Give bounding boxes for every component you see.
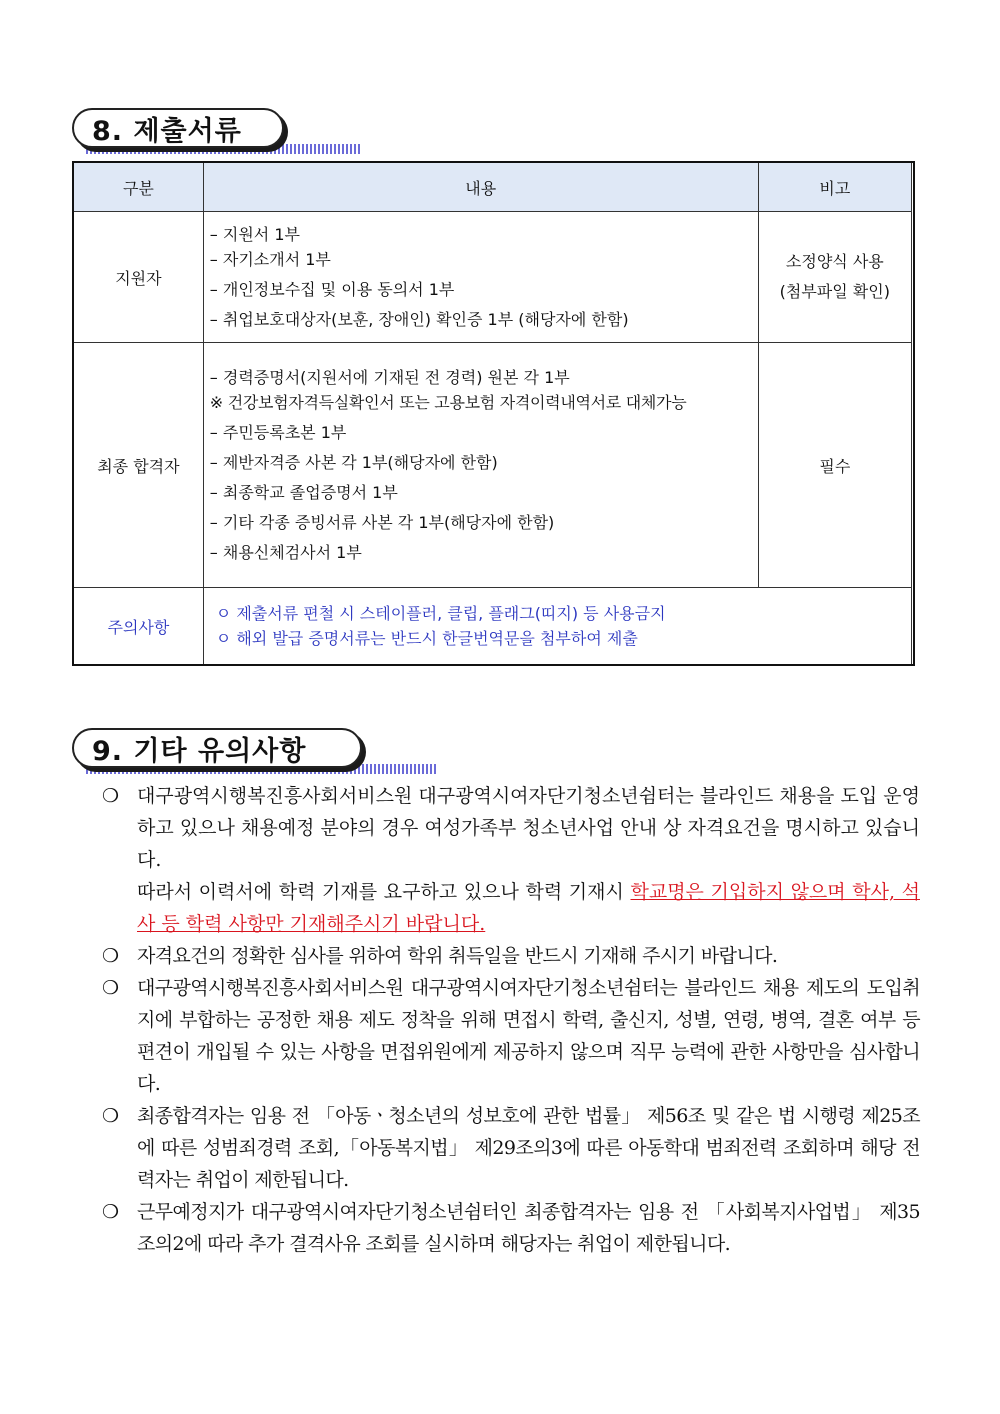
caution-row <box>74 588 912 665</box>
documents-table <box>73 162 912 665</box>
list-item: – 개인정보수집 및 이용 동의서 1부 <box>209 280 455 299</box>
header-content: 내용 <box>203 163 758 212</box>
list-item: ※ 건강보험자격득실확인서 또는 고용보험 자격이력내역서로 대체가능 <box>209 393 687 412</box>
note-text: 근무예정지가 대구광역시여자단기청소년쉼터인 최종합격자는 임용 전 「사회복지사업법」 제35조의2에 따라 추가 결격사유 조회를 실시하며 해당자는 취업이 제한됩니다. <box>137 1201 920 1255</box>
caution-item: ㅇ 제출서류 편철 시 스테이플러, 클립, 플래그(띠지) 등 사용금지 <box>215 604 666 623</box>
table-row <box>74 212 912 343</box>
circle-bullet-icon: ❍ <box>102 785 120 807</box>
remark-line: (첨부파일 확인) <box>779 282 890 301</box>
list-item: – 채용신체검사서 1부 <box>209 543 362 562</box>
list-item <box>100 972 920 1100</box>
list-item: – 취업보호대상자(보훈, 장애인) 확인증 1부 (해당자에 한함) <box>209 310 629 329</box>
circle-bullet-icon: ❍ <box>102 1201 119 1223</box>
note-text: 대구광역시행복진흥사회서비스원 대구광역시여자단기청소년쉼터는 블라인드 채용 제도의 도입취지에 부합하는 공정한 채용 제도 정착을 위해 면접시 학력, 출신지, 성별, 연령, 병역, 결혼 여부 등 편견이 개입될 수 있는 사항을 면접위원에게 제공하지 않으며 직무 능력에 관한 사항만을 심사합니다. <box>137 977 920 1095</box>
list-item: – 기타 각종 증빙서류 사본 각 1부(해당자에 한함) <box>209 513 555 532</box>
caution-label: 주의사항 <box>74 588 204 665</box>
row-items <box>203 343 758 588</box>
caution-item: ㅇ 해외 발급 증명서류는 반드시 한글번역문을 첨부하여 제출 <box>215 629 638 648</box>
list-item <box>100 1100 920 1196</box>
note-text: 자격요건의 정확한 심사를 위하여 학위 취득일을 반드시 기재해 주시기 바랍니다. <box>137 945 778 967</box>
row-items <box>203 212 758 343</box>
notes-list <box>100 780 920 1260</box>
list-item <box>100 1196 920 1260</box>
list-item <box>100 780 920 940</box>
table-row <box>74 343 912 588</box>
list-item: – 경력증명서(지원서에 기재된 전 경력) 원본 각 1부 <box>209 368 570 387</box>
row-category: 최종 합격자 <box>74 343 204 588</box>
circle-bullet-icon: ❍ <box>102 945 119 967</box>
note-text-continued <box>137 876 920 940</box>
section8-title: 8. 제출서류 <box>92 115 242 147</box>
row-category: 지원자 <box>74 212 204 343</box>
note-emphasis: 학교명은 기입하지 않으며 학사, 석사 등 학력 사항만 기재해주시기 바랍니다. <box>137 881 920 935</box>
header-category: 구분 <box>74 163 204 212</box>
section9-title: 9. 기타 유의사항 <box>92 735 307 767</box>
row-remark: 필수 <box>758 343 911 588</box>
list-item: – 자기소개서 1부 <box>209 250 331 269</box>
note-text: 대구광역시행복진흥사회서비스원 대구광역시여자단기청소년쉼터는 블라인드 채용을 도입 운영하고 있으나 채용예정 분야의 경우 여성가족부 청소년사업 안내 상 자격요건을 명시하고 있습니다. <box>137 785 920 871</box>
remark-line: 소정양식 사용 <box>785 252 884 271</box>
heading-badge <box>72 728 362 768</box>
list-item: – 지원서 1부 <box>209 225 300 244</box>
list-item: – 주민등록초본 1부 <box>209 423 347 442</box>
header-remark: 비고 <box>758 163 911 212</box>
row-remark <box>758 212 911 343</box>
table-header-row <box>74 163 912 212</box>
note-text: 최종합격자는 임용 전 「아동ㆍ청소년의 성보호에 관한 법률」 제56조 및 같은 법 시행령 제25조에 따른 성범죄경력 조회,「아동복지법」 제29조의3에 따른 아동학대 범죄전력 조회하며 해당 전력자는 취업이 제한됩니다. <box>137 1105 920 1191</box>
caution-items <box>203 588 911 665</box>
list-item: – 제반자격증 사본 각 1부(해당자에 한함) <box>209 453 498 472</box>
note-text-lead: 따라서 이력서에 학력 기재를 요구하고 있으나 학력 기재시 <box>137 881 631 903</box>
heading-badge <box>72 108 284 148</box>
circle-bullet-icon: ❍ <box>102 977 119 999</box>
list-item <box>100 940 920 972</box>
list-item: – 최종학교 졸업증명서 1부 <box>209 483 398 502</box>
circle-bullet-icon: ❍ <box>102 1105 119 1127</box>
